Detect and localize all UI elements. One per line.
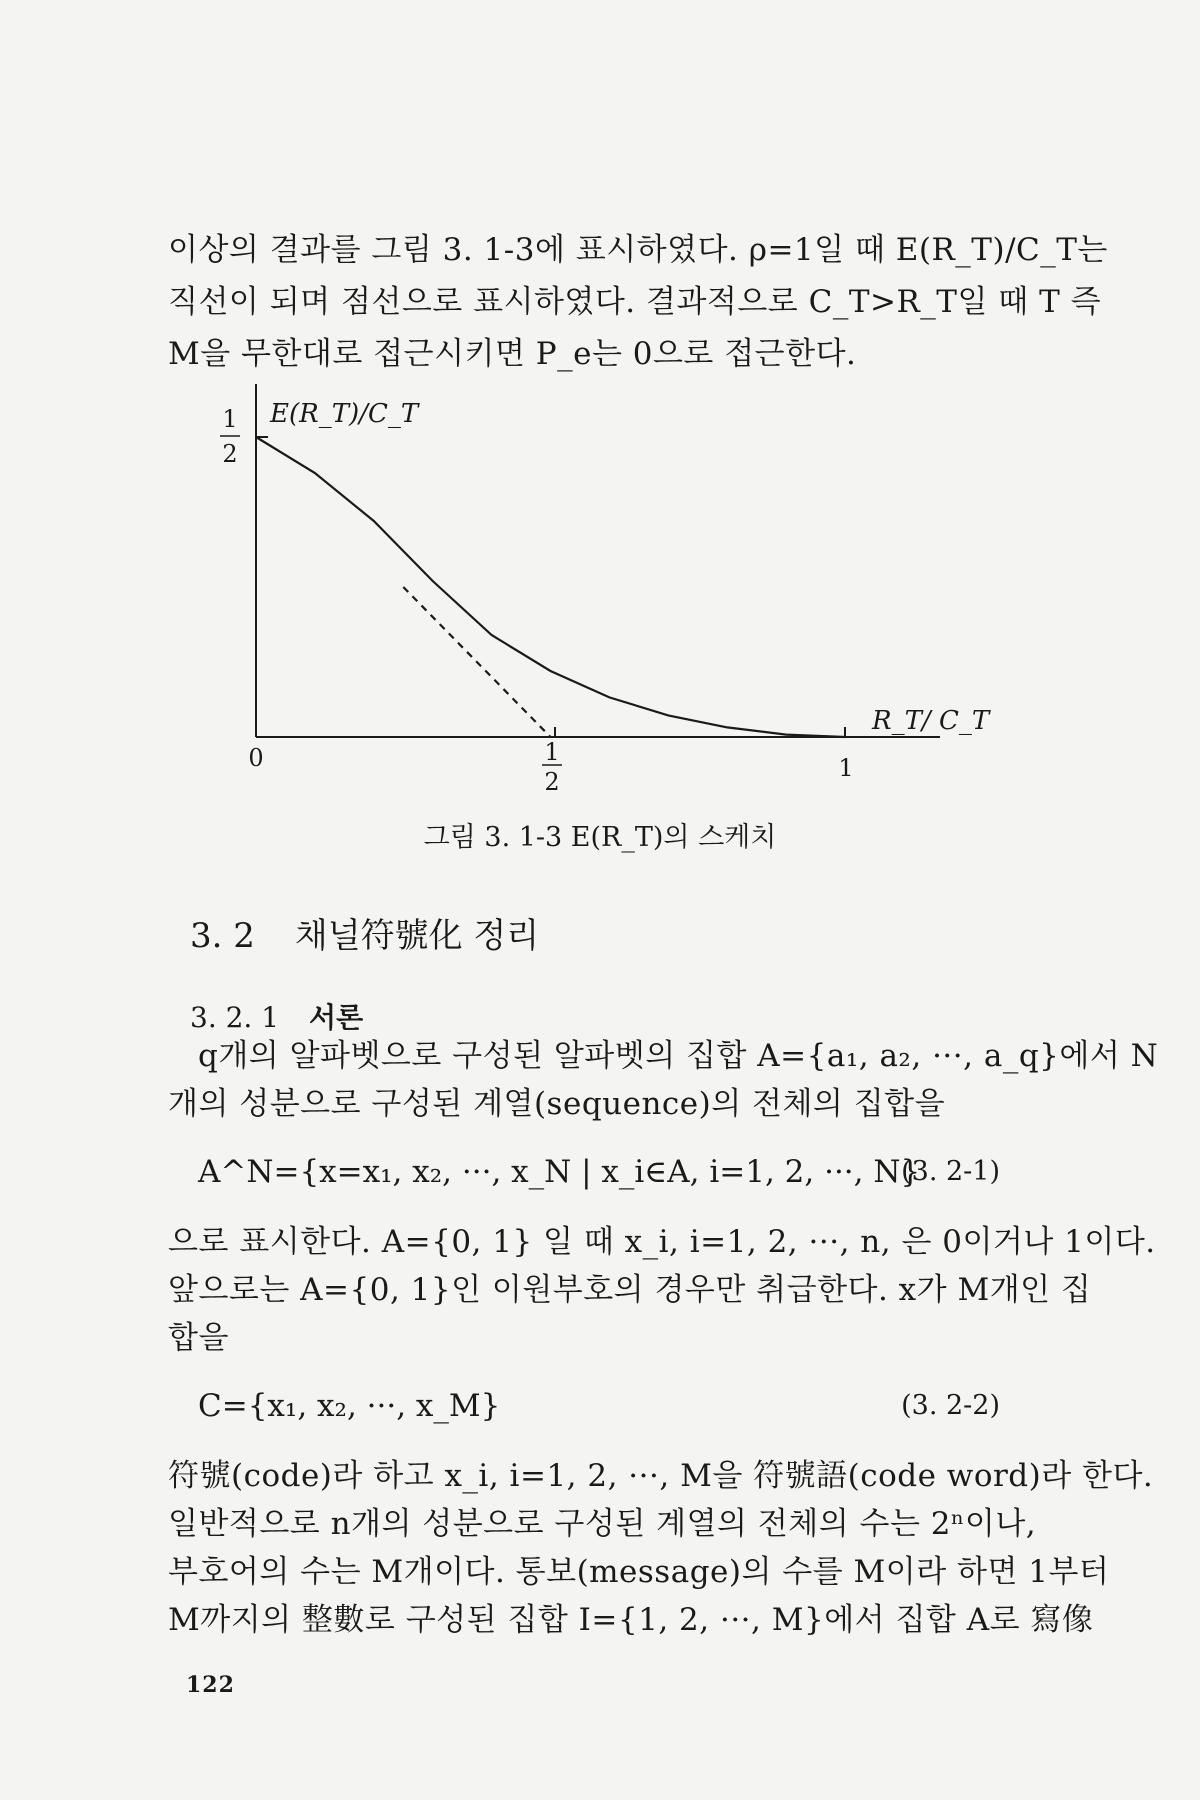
intro-line-3: M을 무한대로 접근시키면 P_e는 0으로 접근한다. [168, 336, 857, 372]
body-p1-line-1: q개의 알파벳으로 구성된 알파벳의 집합 A={a₁, a₂, ···, a_q}에서 N [198, 1038, 1159, 1074]
section-number: 3. 2 [190, 916, 255, 956]
y-axis-label: E(R_T)/C_T [270, 399, 419, 429]
subsection-number: 3. 2. 1 [190, 1001, 280, 1034]
figure-caption: 그림 3. 1-3 E(R_T)의 스케치 [423, 822, 777, 853]
x-axis-label: R_T/ C_T [872, 706, 990, 736]
equation-3-2-2: C={x₁, x₂, ···, x_M} [198, 1388, 501, 1424]
y-tick-half-bottom: 2 [222, 440, 238, 468]
equation-3-2-1: A^N={x=x₁, x₂, ···, x_N | x_i∈A, i=1, 2, ···, N} [198, 1154, 921, 1190]
section-title: 채널符號化 정리 [294, 916, 540, 956]
subsection-heading [190, 996, 363, 1036]
body-p2-line-1: 으로 표시한다. A={0, 1} 일 때 x_i, i=1, 2, ···, n, 은 0이거나 1이다. [168, 1224, 1156, 1260]
body-p1-line-2: 개의 성분으로 구성된 계열(sequence)의 전체의 집합을 [168, 1086, 946, 1122]
equation-3-2-2-number: (3. 2-2) [901, 1390, 1000, 1421]
body-p3-line-1: 符號(code)라 하고 x_i, i=1, 2, ···, M을 符號語(code word)라 한다. [168, 1458, 1154, 1494]
body-p3-line-4: M까지의 整數로 구성된 집합 I={1, 2, ···, M}에서 집합 A로 寫像 [168, 1602, 1094, 1638]
body-p3-line-3: 부호어의 수는 M개이다. 통보(message)의 수를 M이라 하면 1부터 [168, 1554, 1110, 1590]
x-tick-half-bottom: 2 [544, 768, 560, 796]
x-tick-half-top: 1 [544, 738, 560, 766]
body-p3-line-2: 일반적으로 n개의 성분으로 구성된 계열의 전체의 수는 2ⁿ이나, [168, 1506, 1037, 1542]
exponent-curve [256, 437, 845, 737]
body-p2-line-2: 앞으로는 A={0, 1}인 이원부호의 경우만 취급한다. x가 M개인 집 [168, 1272, 1092, 1308]
section-heading [190, 908, 539, 957]
intro-line-2: 직선이 되며 점선으로 표시하였다. 결과적으로 C_T>R_T일 때 T 즉 [168, 284, 1102, 320]
y-tick-half-top: 1 [222, 405, 238, 433]
equation-3-2-1-number: (3. 2-1) [901, 1156, 1000, 1187]
body-p2-line-3: 합을 [168, 1320, 229, 1356]
x-tick-zero: 0 [248, 744, 264, 772]
rho-1-tangent-line [403, 587, 550, 737]
x-tick-one: 1 [838, 754, 854, 782]
subsection-title: 서론 [309, 1001, 364, 1034]
intro-line-1: 이상의 결과를 그림 3. 1-3에 표시하였다. ρ=1일 때 E(R_T)/C_T는 [168, 232, 1108, 268]
page-number: 122 [186, 1672, 235, 1698]
